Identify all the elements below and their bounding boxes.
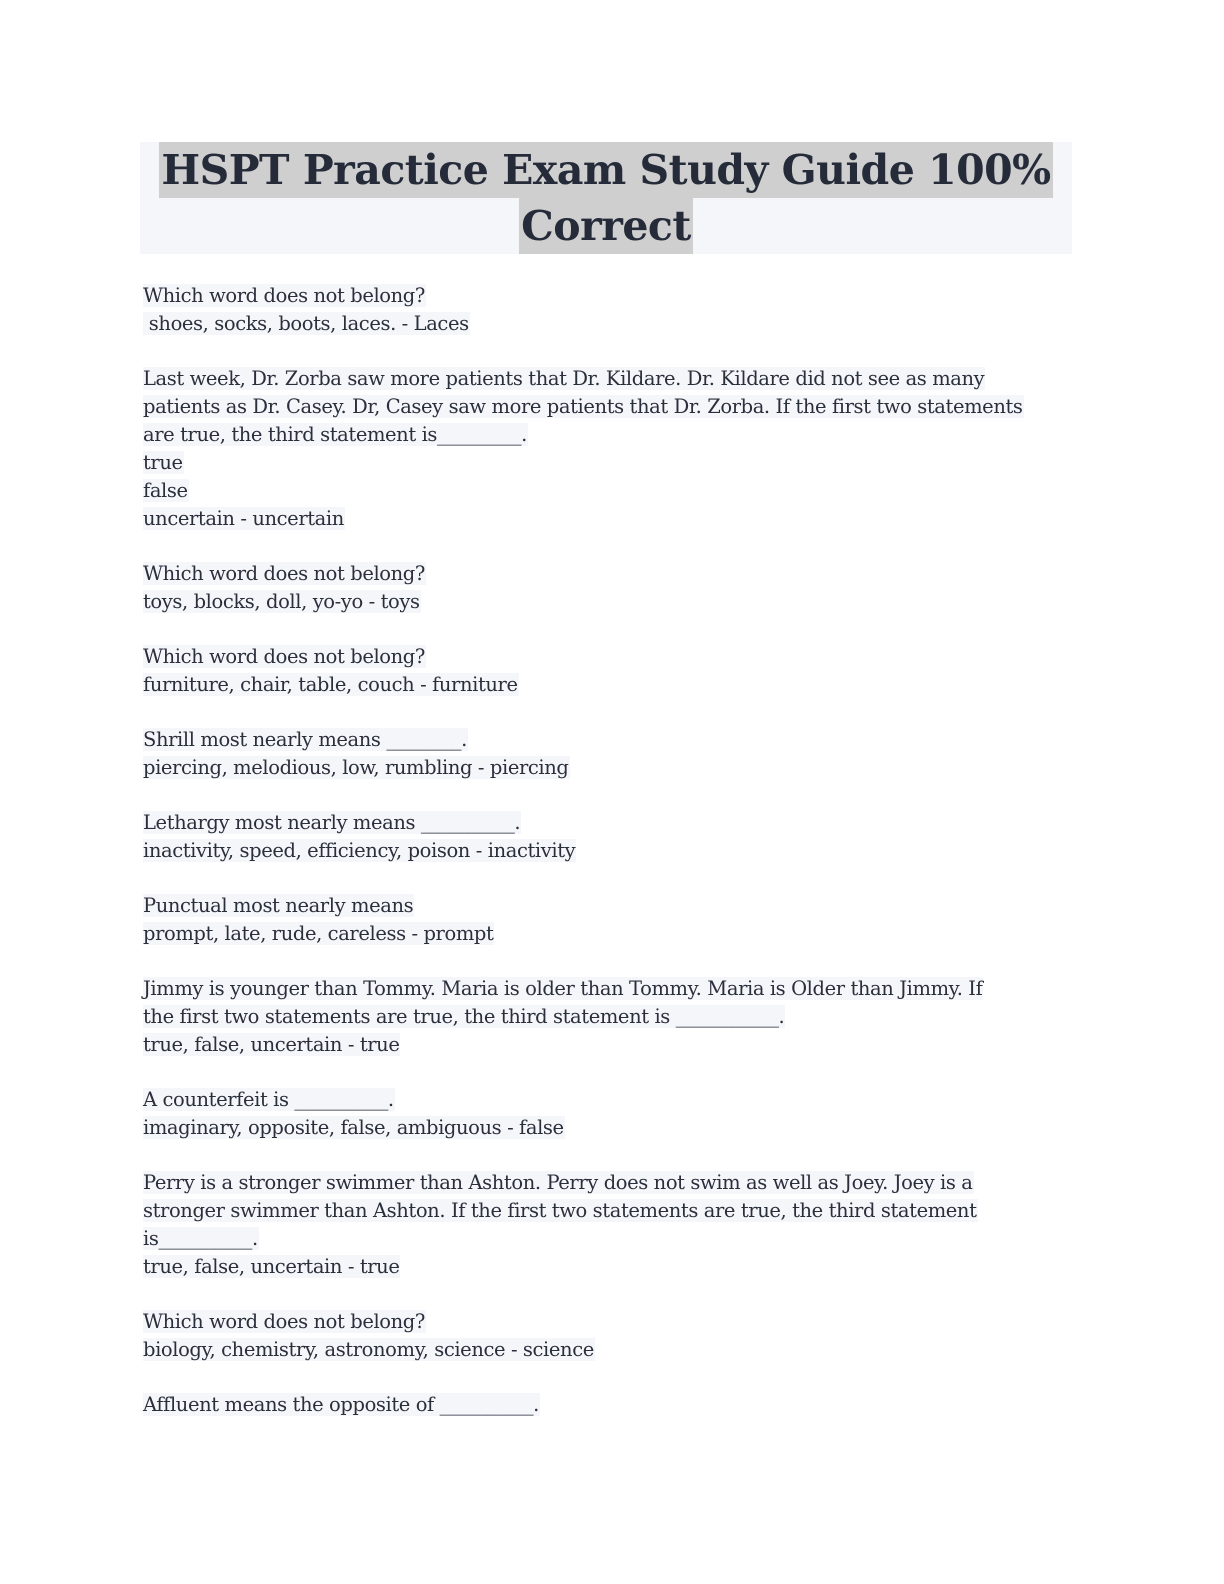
text-line: false [143, 479, 188, 502]
text-line: Punctual most nearly means [143, 894, 414, 917]
question-block [143, 975, 1083, 1059]
text-line: uncertain - uncertain [143, 507, 344, 530]
text-line: Which word does not belong? [143, 284, 425, 307]
text-line: prompt, late, rude, careless - prompt [143, 922, 494, 945]
title-line-1: HSPT Practice Exam Study Guide 100% [159, 142, 1052, 198]
text-line: Shrill most nearly means ________. [143, 728, 467, 751]
text-line: imaginary, opposite, false, ambiguous - false [143, 1116, 564, 1139]
text-line: piercing, melodious, low, rumbling - piercing [143, 756, 569, 779]
text-line: is__________. [143, 1227, 258, 1250]
text-line: Perry is a stronger swimmer than Ashton. Perry does not swim as well as Joey. Joey is a [143, 1171, 973, 1194]
text-line: Lethargy most nearly means __________. [143, 811, 521, 834]
text-line: shoes, socks, boots, laces. - Laces [143, 312, 469, 335]
question-block [143, 1169, 1083, 1281]
text-line: Affluent means the opposite of __________. [143, 1393, 539, 1416]
text-line: inactivity, speed, efficiency, poison - inactivity [143, 839, 576, 862]
text-line: Which word does not belong? [143, 562, 425, 585]
text-line: biology, chemistry, astronomy, science - science [143, 1338, 594, 1361]
text-line: are true, the third statement is_________. [143, 423, 527, 446]
document-body [143, 282, 1083, 1446]
text-line: Which word does not belong? [143, 1310, 425, 1333]
question-block [143, 560, 1083, 616]
question-block [143, 643, 1083, 699]
question-block [143, 282, 1083, 338]
text-line: true, false, uncertain - true [143, 1033, 400, 1056]
text-line: Jimmy is younger than Tommy. Maria is older than Tommy. Maria is Older than Jimmy. If [143, 977, 983, 1000]
text-line: Last week, Dr. Zorba saw more patients that Dr. Kildare. Dr. Kildare did not see as many [143, 367, 985, 390]
text-line: true [143, 451, 183, 474]
text-line: stronger swimmer than Ashton. If the first two statements are true, the third statement [143, 1199, 977, 1222]
question-block [143, 1308, 1083, 1364]
question-block [143, 365, 1083, 533]
document-title [140, 142, 1072, 254]
text-line: the first two statements are true, the third statement is ___________. [143, 1005, 785, 1028]
question-block [143, 1391, 1083, 1419]
text-line: Which word does not belong? [143, 645, 425, 668]
question-block [143, 809, 1083, 865]
text-line: furniture, chair, table, couch - furniture [143, 673, 518, 696]
text-line: patients as Dr. Casey. Dr, Casey saw more patients that Dr. Zorba. If the first two statements [143, 395, 1023, 418]
text-line: A counterfeit is __________. [143, 1088, 394, 1111]
question-block [143, 1086, 1083, 1142]
text-line: toys, blocks, doll, yo-yo - toys [143, 590, 420, 613]
text-line: true, false, uncertain - true [143, 1255, 400, 1278]
question-block [143, 892, 1083, 948]
title-line-2: Correct [519, 198, 693, 254]
question-block [143, 726, 1083, 782]
